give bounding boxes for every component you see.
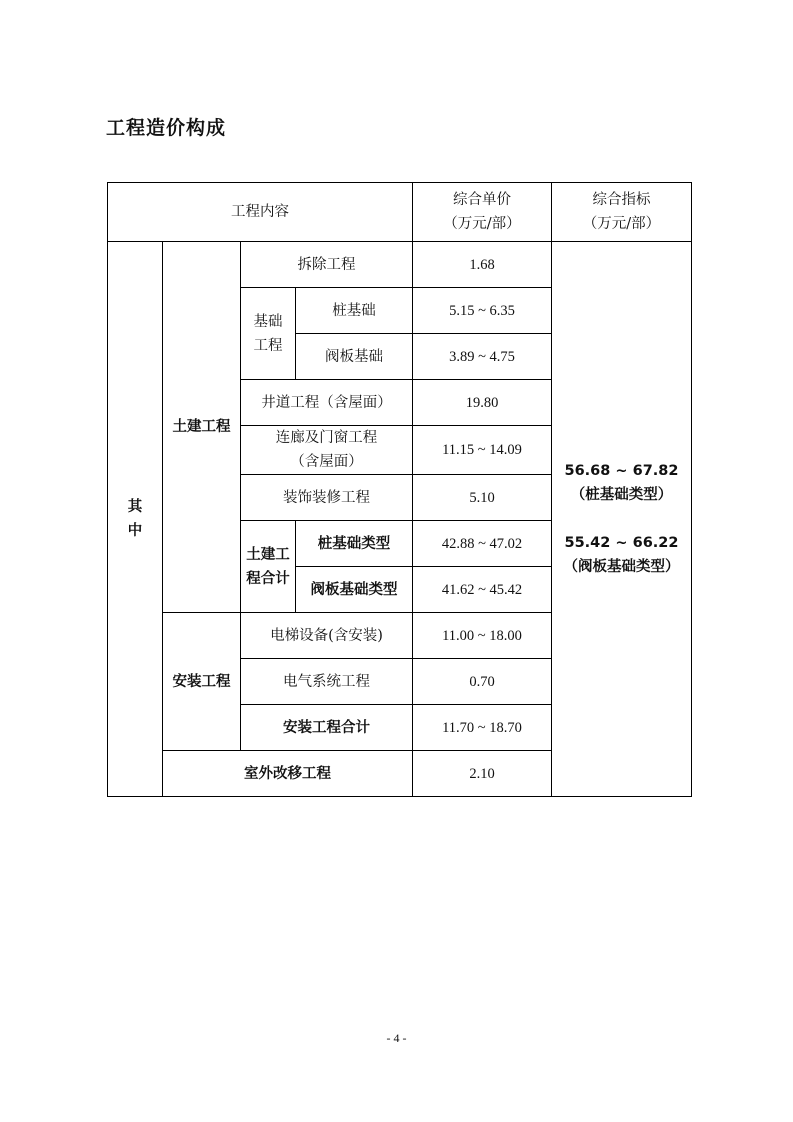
demolition-label: 拆除工程 <box>241 242 413 288</box>
raft-type-value: 41.62 ~ 45.42 <box>413 567 552 613</box>
raft-foundation-label: 阀板基础 <box>296 334 413 380</box>
shaft-value: 19.80 <box>413 380 552 426</box>
civil-label: 土建工程 <box>163 242 241 613</box>
foundation-label-line1: 基础 <box>253 313 283 330</box>
raft-type-label: 阀板基础类型 <box>296 567 413 613</box>
header-content: 工程内容 <box>108 183 413 242</box>
group-label: 其中 <box>127 499 143 539</box>
install-subtotal-label: 安装工程合计 <box>241 705 413 751</box>
header-unit-price-unit: （万元/部） <box>443 216 521 232</box>
foundation-label-line2: 工程 <box>253 337 283 354</box>
composite-raft-value: 55.42 ~ 66.22 <box>564 535 679 551</box>
header-index <box>552 183 692 242</box>
corridor-value: 11.15 ~ 14.09 <box>413 426 552 475</box>
composite-pile-value: 56.68 ~ 67.82 <box>564 463 679 479</box>
decoration-label: 装饰装修工程 <box>241 475 413 521</box>
pile-foundation-value: 5.15 ~ 6.35 <box>413 288 552 334</box>
header-row <box>108 183 692 242</box>
pile-foundation-label: 桩基础 <box>296 288 413 334</box>
corridor-label-line1: 连廊及门窗工程 <box>275 430 378 446</box>
group-label-cell <box>108 242 163 797</box>
table-row <box>108 242 692 288</box>
header-unit-price-label: 综合单价 <box>453 192 511 208</box>
header-index-label: 综合指标 <box>592 192 651 208</box>
shaft-label: 井道工程（含屋面） <box>241 380 413 426</box>
composite-pile-type: （桩基础类型） <box>570 487 673 503</box>
electrical-value: 0.70 <box>413 659 552 705</box>
corridor-label <box>241 426 413 475</box>
install-label: 安装工程 <box>163 613 241 751</box>
elevator-value: 11.00 ~ 18.00 <box>413 613 552 659</box>
outdoor-value: 2.10 <box>413 751 552 797</box>
outdoor-label: 室外改移工程 <box>163 751 413 797</box>
pile-type-value: 42.88 ~ 47.02 <box>413 521 552 567</box>
page-number: - 4 - <box>386 1031 407 1045</box>
cost-table <box>107 182 692 797</box>
electrical-label: 电气系统工程 <box>241 659 413 705</box>
foundation-label <box>241 288 296 380</box>
header-unit-price <box>413 183 552 242</box>
header-index-unit: （万元/部） <box>582 216 661 232</box>
composite-spacer <box>556 507 687 531</box>
corridor-label-line2: （含屋面） <box>290 454 363 470</box>
install-subtotal-value: 11.70 ~ 18.70 <box>413 705 552 751</box>
page-title: 工程造价构成 <box>106 117 227 139</box>
civil-subtotal-line2: 程合计 <box>246 570 290 587</box>
pile-type-label: 桩基础类型 <box>296 521 413 567</box>
elevator-label: 电梯设备(含安装) <box>241 613 413 659</box>
composite-raft-type: （阀板基础类型） <box>563 559 680 575</box>
composite-index-cell <box>552 242 692 797</box>
civil-subtotal-label <box>241 521 296 613</box>
raft-foundation-value: 3.89 ~ 4.75 <box>413 334 552 380</box>
demolition-value: 1.68 <box>413 242 552 288</box>
civil-subtotal-line1: 土建工 <box>246 546 290 563</box>
decoration-value: 5.10 <box>413 475 552 521</box>
